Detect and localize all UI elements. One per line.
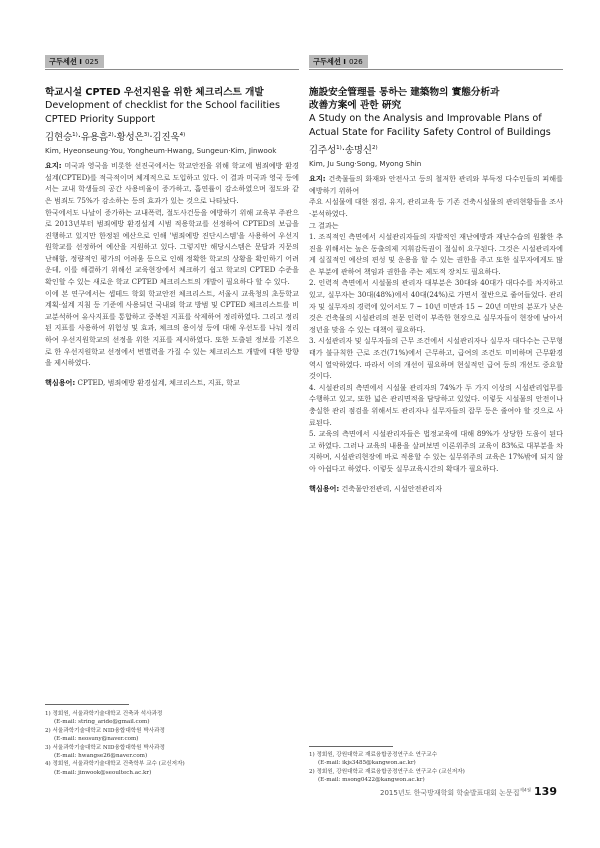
abstract-text: 건축물들의 화재와 안전사고 등의 철저한 관리와 부득정 다수인들의 피해를 예방하기 위하여	[309, 174, 563, 195]
abstract-paragraph	[45, 207, 299, 288]
abstract	[309, 173, 563, 474]
session-tag: 구두세션 I 025	[45, 55, 104, 68]
author-name: 김현승	[45, 132, 73, 144]
footnote-email: (E-mail: hwangse26@naver.com)	[54, 753, 148, 760]
footnote-divider	[309, 746, 393, 747]
session-header-left	[45, 55, 299, 70]
abstract-paragraph	[309, 277, 563, 335]
footnotes-left	[45, 710, 299, 777]
abstract-text: 1. 조직적인 측면에서 시설관리자들의 자발적인 재난예방과 재난수습의 원활한 추진을 위해서는 높은 동출의제 지휘감독권이 절실히 요구된다. 그것은 시설관리자에게 실질적인 예산의 편성 및 운용을 할 수 있는 권한을 주고 또한 실무자에게도 많은 부분에 관하여 책임과 권한을 주는 제도적 장치도 필요하다.	[309, 232, 563, 276]
footnote-email: (E-mail: neosuny@naver.com)	[54, 736, 139, 743]
footer-suffix: 제4권	[519, 788, 532, 794]
article-title-english: A Study on the Analysis and Improvable Plans of Actual State for Facility Safety Control of Buildings	[309, 113, 551, 138]
abstract-text: 그 결과는	[309, 220, 339, 230]
article-title-korean: 학교시설 CPTED 우선지원을 위한 체크리스트 개발	[45, 87, 264, 98]
author-affiliation-mark: 4)	[179, 132, 186, 138]
author-affiliation-mark: 1)	[72, 132, 78, 138]
footnote-email: (E-mail: jinwook@seoultech.ac.kr)	[54, 769, 152, 776]
abstract-paragraph	[309, 173, 563, 196]
footnote: 2) 정회원, 강원대학교 재료융합공정연구소 연구교수 (교신저자)	[309, 768, 465, 775]
authors-korean: 김현승$^{1)}$·유용흠$^{2)}$·황성은$^{3)}$·김진욱$^{4)}$	[45, 132, 186, 144]
abstract-paragraph	[309, 220, 563, 232]
footnote-email: (E-mail: string_aride@gmail.com)	[54, 719, 150, 726]
author-name: 황성은	[116, 132, 144, 144]
article-title-korean-line2: 改善方案에 관한 硏究	[309, 100, 402, 111]
right-article	[309, 55, 563, 494]
article-title-korean-line1: 施設安全管理를 통하는 建築物의 實態分析과	[309, 87, 500, 98]
footnote-divider	[45, 704, 129, 705]
author-name: 김진욱	[152, 132, 180, 144]
author-affiliation-mark: 2)	[371, 145, 378, 151]
abstract	[45, 160, 299, 369]
abstract-text: 한국에서도 나날이 증가하는 교내폭력, 절도사건등을 예방하기 위해 교육부 주관으로 2013년부터 범죄예방 환경설계 시범 적용학교를 선정하여 CPTED의 보급을 진행하고 있지만 한정된 예산으로 인해 '범죄예방 진단시스템'을 사용하여 우선지원학교를 선정하여 예산을 지원하고 있다. 그렇지만 해당시스템은 문답과 지문의 난해함, 정량적인 평가의 어려움 등으로 인해 정확한 학교의 상황을 확인하기 어려운데, 이를 해결하기 위해선 교육현장에서 체크하기 쉽고 학교의 CPTED 수준을 확인할 수 있는 새로운 학교 CPTED 체크리스트의 개발이 필요하다 할 수 있다.	[45, 207, 299, 287]
footnotes-right	[309, 751, 563, 785]
left-article	[45, 55, 299, 388]
abstract-paragraph	[309, 382, 563, 428]
author-name: 김주성	[309, 145, 337, 157]
page-footer	[380, 785, 557, 798]
footnote: 2) 서울과학기술대학교 NID융합대학원 박사과정	[45, 727, 165, 734]
abstract-paragraph	[309, 428, 563, 474]
footnote: 1) 정회원, 강원대학교 재료융합공정연구소 연구교수	[309, 752, 438, 758]
authors-korean: 김주성$^{1)}$·송명신$^{2)}$	[309, 145, 378, 157]
author-name: 송명신	[344, 145, 372, 157]
page-number: 139	[534, 785, 557, 798]
footnote-email: (E-mail: msong0422@kangwon.ac.kr)	[318, 777, 425, 784]
abstract-text: 2. 인력적 측면에서 시설물의 관리자 대부분은 30대와 40대가 대다수를 차지하고 있고, 실무자는 30대(48%)에서 40대(24%)로 가면서 절반으로 줄어들었다. 관리자 및 실무자의 경력에 있어서도 7 ~ 10년 미만과 15 ~ 20년 미만의 분포가 낮은 것은 건축물의 시설관리의 전문 인력이 부족한 현장으로 실무자들이 현장에 남아서 정년을 맞을 수 있는 대책이 필요하다.	[309, 278, 563, 334]
abstract-paragraph	[309, 335, 563, 381]
abstract-paragraph	[45, 160, 299, 206]
author-affiliation-mark: 1)	[336, 145, 342, 151]
abstract-label: 요지:	[45, 161, 62, 171]
abstract-text: 미국과 영국을 비롯한 선진국에서는 학교안전을 위해 학교에 범죄예방 환경설계(CPTED)를 적극적이며 체계적으로 도입하고 있다. 이 결과 미국과 영국 등에서는 교내 학생들의 공간 사용비율이 증가하고, 흡연률이 감소하였으며 절도와 같은 범죄도 75%가 감소하는 등의 효과가 있는 것으로 나타났다.	[45, 161, 299, 205]
keywords: 핵심용어: 건축물안전관리, 시설안전관리자	[309, 483, 442, 493]
abstract-label: 요지:	[309, 174, 326, 184]
abstract-paragraph	[309, 231, 563, 277]
abstract-text: 3. 시설관리자 및 실무자들의 근무 조건에서 시설관리자나 실무자 대다수는 근무형태가 불규칙한 근로 조건(71%)에서 근무하고, 급여의 조건도 미비하며 근무환경 역시 열악하였다. 따라서 이의 개선이 필요하며 현실적인 급여 등의 개선도 중요할 것이다.	[309, 336, 563, 381]
footnote: 3) 서울과학기술대학교 NID융합대학원 박사과정	[45, 744, 165, 751]
footnote: 4) 정회원, 서울과학기술대학교 건축학부 교수 (교신저자)	[45, 761, 185, 768]
abstract-text: 이에 본 연구에서는 셉테드 학회 학교안전 체크리스트, 서울시 교육청의 초등학교 계획·설계 지침 등 기준에 사용되던 국내외 학교 방범 및 CPTED 체크리스트를 비교분석하여 유사지표를 통합하고 중복된 지표를 삭제하여 정리하였다. 그리고 정리된 지표를 사용하여 위험성 및 효과, 체크의 용이성 등에 대해 우선도를 나눠 정리하여 우선지원학교의 선정을 위한 지표를 제시하였다. 또한 도출된 정보를 기본으로 한 우선지원학교 선정에서 번별력을 가질 수 있는 체크리스트 개발에 대한 방향을 제시하였다.	[45, 288, 299, 368]
footer-text: 2015년도 한국방재학회 학술발표대회 논문집	[380, 789, 520, 797]
footnote-email: (E-mail: ikjs3485@kangwon.ac.kr)	[318, 760, 416, 767]
author-affiliation-mark: 2)	[107, 132, 114, 138]
authors-english: Kim, Ju Sung·Song, Myong Shin	[309, 159, 422, 169]
article-title-english: Development of checklist for the School facilities CPTED Priority Support	[45, 100, 280, 125]
abstract-text: 4. 시설관리의 측면에서 시설물 관리자의 74%가 두 가지 이상의 시설관리업무를 수행하고 있고, 또한 넓은 관리면적을 담당하고 있었다. 이렇듯 시설물의 안전이나 충실한 관리 점검을 위해서도 관리자나 실무자들의 잡무 등은 줄여야 할 것으로 사료된다.	[309, 382, 563, 427]
author-affiliation-mark: 3)	[143, 132, 150, 138]
abstract-text: 주요 시설물에 대한 점검, 유지, 관리교육 등 기존 건축시설물의 관리현황들을 조사·분석하였다.	[309, 197, 563, 218]
abstract-paragraph	[309, 196, 563, 219]
abstract-paragraph	[45, 288, 299, 369]
session-header-right	[309, 55, 563, 70]
session-tag: 구두세션 I 026	[309, 55, 368, 68]
footnote: 1) 정회원, 서울과학기술대학교 건축과 석사과정	[45, 711, 163, 717]
authors-english: Kim, Hyeonseung·You, Yongheum·Hwang, Sungeun·Kim, Jinwook	[45, 146, 277, 156]
abstract-text: 5. 교육의 측면에서 시설관리자들은 법정교육에 대해 89%가 상당한 도움이 된다고 하였다. 그러나 교육의 내용을 살펴보면 이론위주의 교육이 83%로 대부분을 차지하며, 시설관리현장에 바로 적용할 수 있는 실무위주의 교육은 17%밖에 되지 않아 아쉽다고 하였다. 이렇듯 실무교육시간의 확대가 필요하다.	[309, 429, 563, 473]
author-name: 유용흠	[80, 132, 108, 144]
keywords: 핵심용어: CPTED, 범죄예방 환경설계, 체크리스트, 지표, 학교	[45, 377, 240, 387]
